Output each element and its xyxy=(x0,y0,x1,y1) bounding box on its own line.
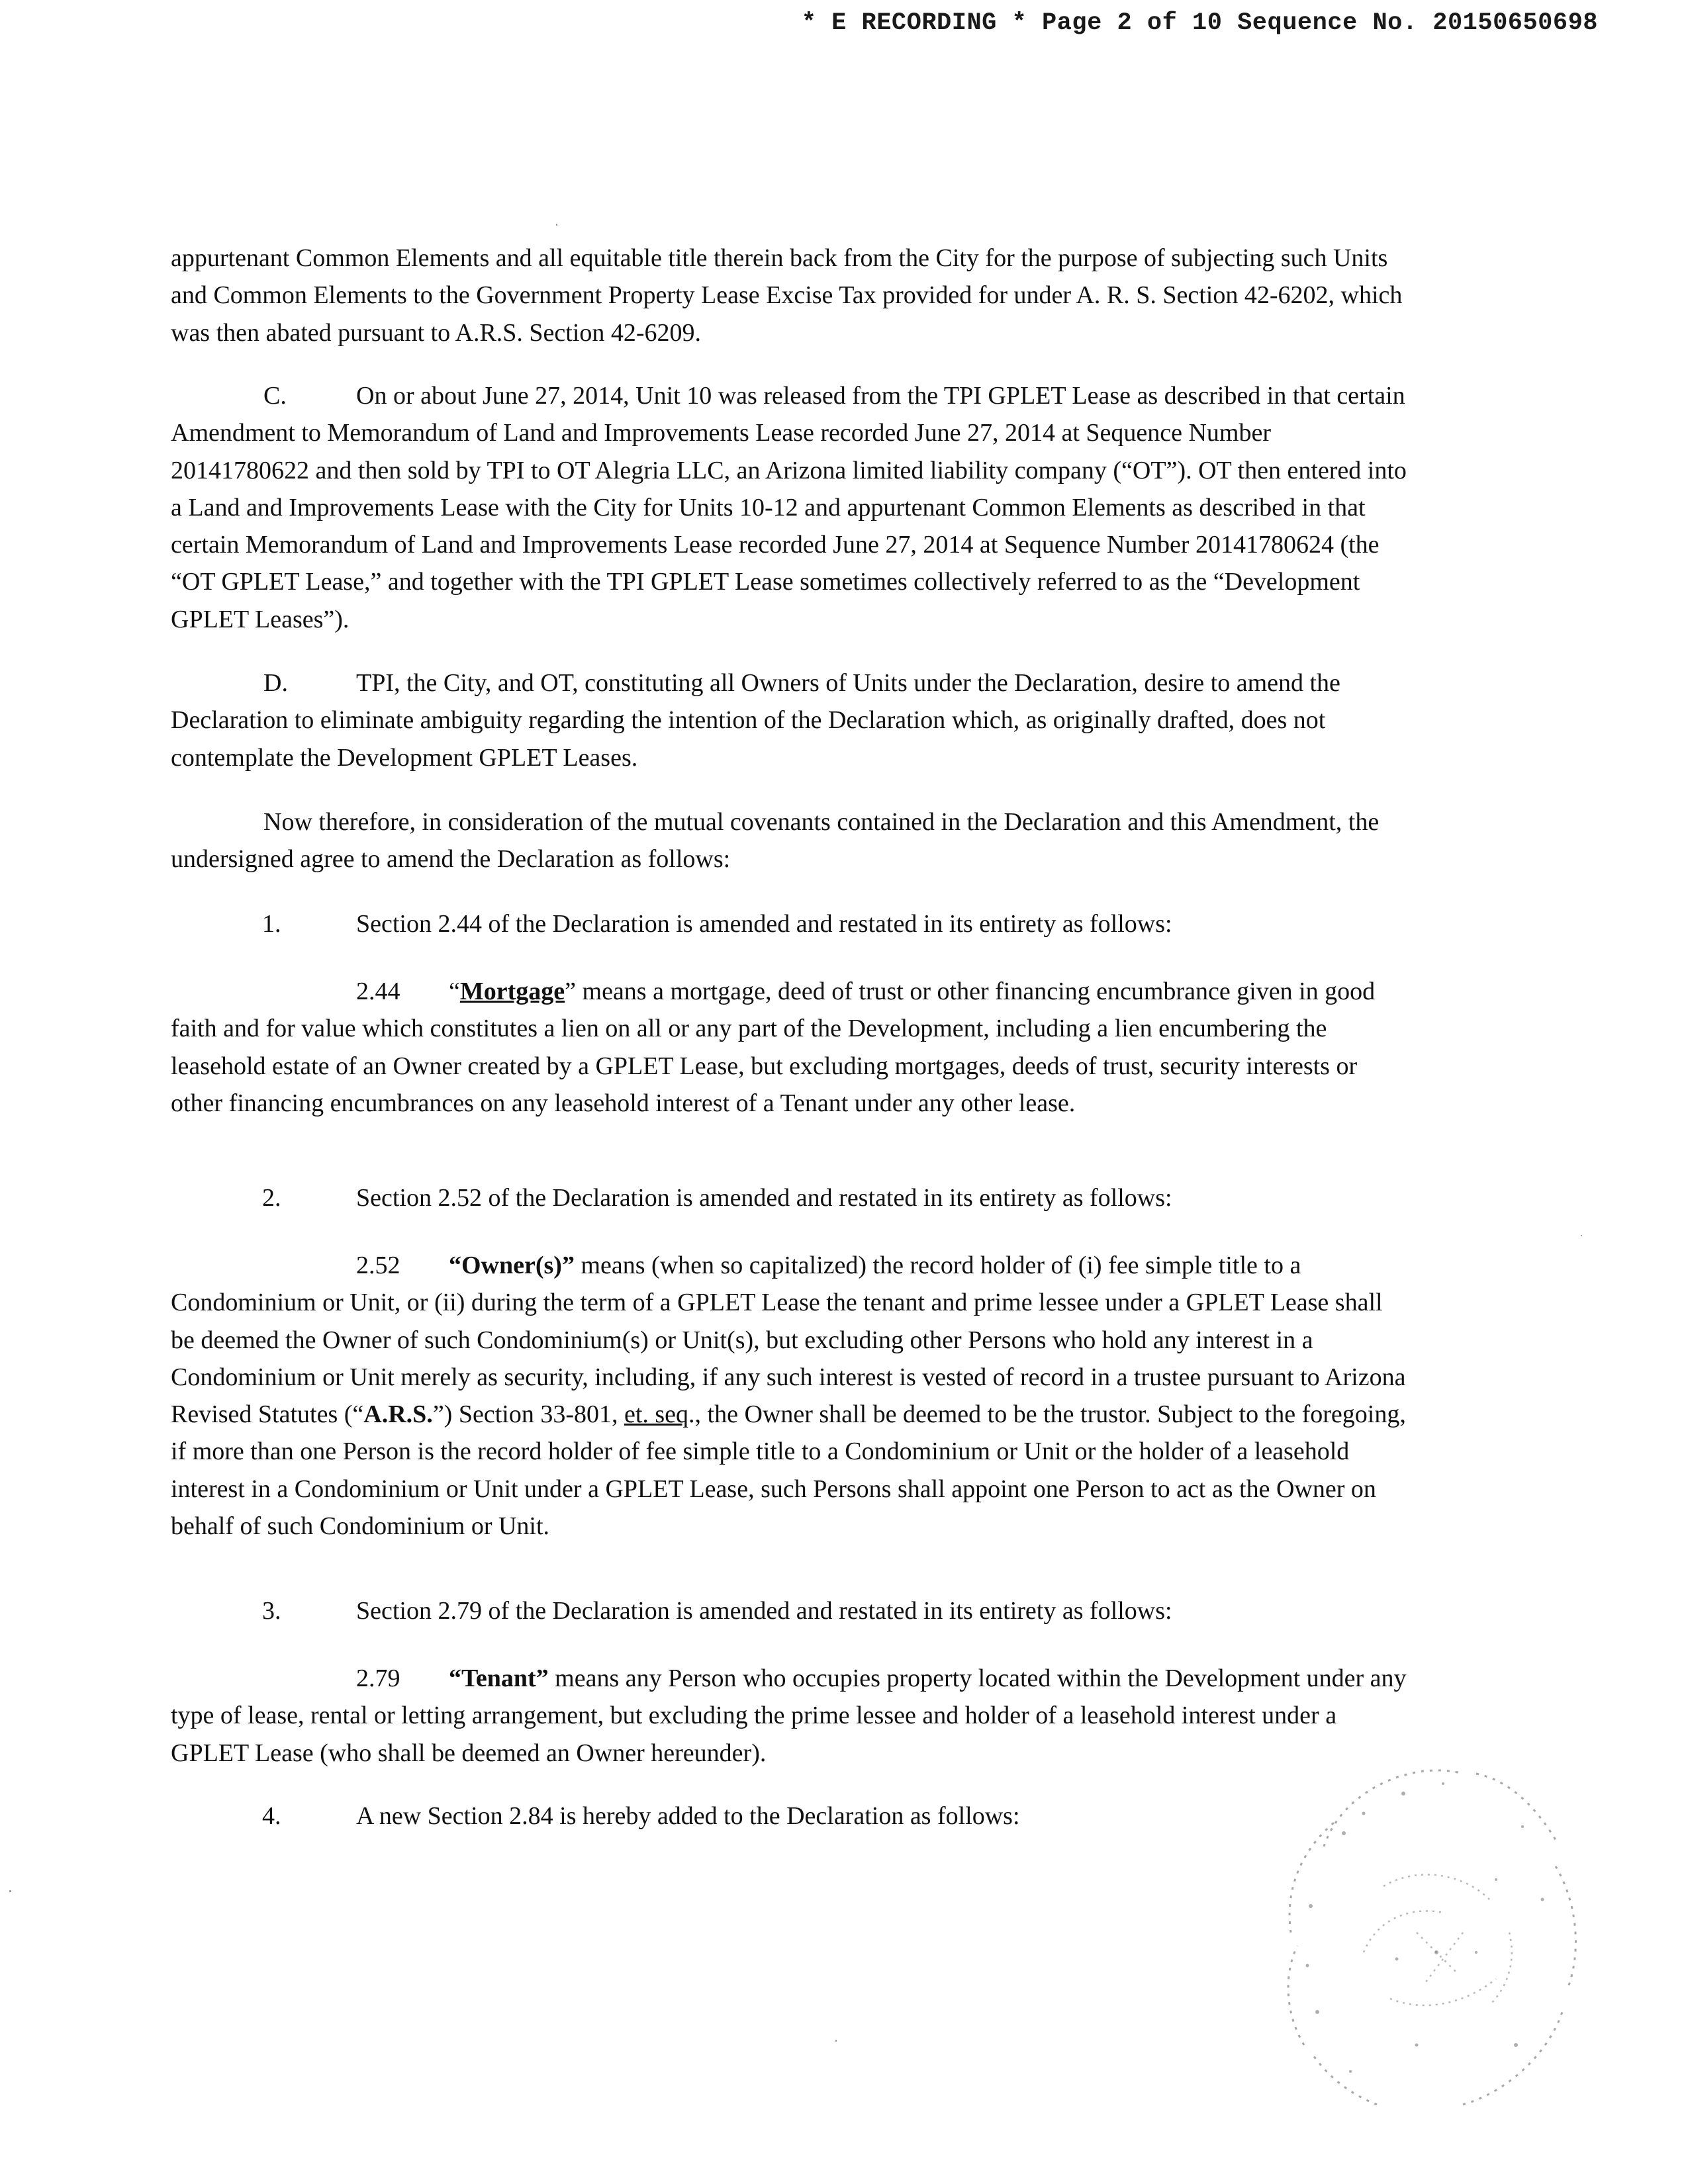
section-2-79-paragraph xyxy=(171,1660,1409,1772)
item-1-text: Section 2.44 of the Declaration is amended and restated in its entirety as follows: xyxy=(356,910,1172,938)
item-4-text: A new Section 2.84 is hereby added to the Declaration as follows: xyxy=(356,1802,1020,1830)
section-2-52-text-b: ”) Section 33-801, xyxy=(432,1400,624,1429)
recital-d-text: TPI, the City, and OT, constituting all Owners of Units under the Declaration, desire to amend the Declaration to eliminate ambiguity regarding the intention of the Declaration which, as originally drafted, does not contemplate the Development GPLET Leases. xyxy=(171,669,1340,772)
section-2-52-ars: A.R.S. xyxy=(363,1400,433,1429)
section-2-79-text: means any Person who occupies property located within the Development under any type of lease, rental or letting arrangement, but excluding the prime lessee and holder of a leasehold interest under a GPLET Lease (who shall be deemed an Owner hereunder). xyxy=(171,1664,1407,1767)
section-2-79-term: “Tenant” xyxy=(449,1664,549,1692)
scan-speck xyxy=(1581,1235,1582,1236)
recital-c-text: On or about June 27, 2014, Unit 10 was released from the TPI GPLET Lease as described in that certain Amendment to Memorandum of Land and Improvements Lease recorded June 27, 2014 at Sequence Number 20141780622 and then sold by TPI to OT Alegria LLC, an Arizona limited liability company (“OT”). OT then entered into a Land and Improvements Lease with the City for Units 10-12 and appurtenant Common Elements as described in that certain Memorandum of Land and Improvements Lease recorded June 27, 2014 at Sequence Number 20141780624 (the “OT GPLET Lease,” and together with the TPI GPLET Lease sometimes collectively referred to as the “Development GPLET Leases”). xyxy=(171,382,1407,633)
section-2-44-term: Mortgage xyxy=(459,978,565,1005)
recital-c-label: C. xyxy=(263,382,287,410)
recital-c-paragraph xyxy=(171,377,1409,638)
now-therefore-paragraph: Now therefore, in consideration of the mutual covenants contained in the Declaration and this Amendment, the undersigned agree to amend the Declaration as follows: xyxy=(171,808,1380,874)
item-3-number: 3. xyxy=(262,1597,281,1625)
section-2-52-term: “Owner(s)” xyxy=(449,1251,575,1279)
recital-d-label: D. xyxy=(263,669,288,697)
item-4-number: 4. xyxy=(262,1802,281,1830)
item-2-text: Section 2.52 of the Declaration is amended and restated in its entirety as follows: xyxy=(356,1184,1172,1212)
scan-speck xyxy=(556,224,557,226)
section-2-52-number: 2.52 xyxy=(356,1251,400,1279)
section-2-52-paragraph xyxy=(171,1247,1409,1545)
section-2-52-text-a: means (when so capitalized) the record holder of (i) fee simple title to a Condominium or Unit, or (ii) during the term of a GPLET Lease the tenant and prime lessee under a GPLET Lease shall be deemed the Owner of such Condominium(s) or Unit(s), but excluding other Persons who hold any interest in a Condominium or Unit merely as security, including, if any such interest is vested of record in a trustee pursuant to Arizona Revised Statutes (“ xyxy=(171,1251,1406,1429)
section-2-79-number: 2.79 xyxy=(356,1664,400,1692)
section-2-44-open-quote: “ xyxy=(449,978,460,1005)
section-2-44-paragraph xyxy=(171,973,1409,1122)
section-2-44-text: means a mortgage, deed of trust or other financing encumbrance given in good faith and for value which constitutes a lien on all or any part of the Development, including a lien encumbering the leasehold estate of an Owner created by a GPLET Lease, but excluding mortgages, deeds of trust, security interests or other financing encumbrances on any leasehold interest of a Tenant under any other lease. xyxy=(171,978,1376,1117)
intro-continued-paragraph: appurtenant Common Elements and all equitable title therein back from the City for the purpose of subjecting such Units and Common Elements to the Government Property Lease Excise Tax provided for under A. R. S. Section 42-6202, which was then abated pursuant to A.R.S. Section 42-6209. xyxy=(171,244,1403,347)
section-2-44-close-quote: ” xyxy=(565,978,577,1005)
scan-speck xyxy=(9,1890,11,1892)
notary-seal-emboss xyxy=(1244,1734,1602,2118)
section-2-52-et-seq: et. seq xyxy=(624,1400,689,1429)
item-3-text: Section 2.79 of the Declaration is amended and restated in its entirety as follows: xyxy=(356,1597,1172,1625)
section-2-44-number: 2.44 xyxy=(356,978,400,1005)
recording-header: * E RECORDING * Page 2 of 10 Sequence No. 20150650698 xyxy=(801,9,1598,37)
recital-d-paragraph xyxy=(171,664,1409,776)
item-1-number: 1. xyxy=(262,910,281,938)
section-2-52-text-c: ., the Owner shall be deemed to be the trustor. Subject to the foregoing, if more than one Person is the record holder of fee simple title to a Condominium or Unit or the holder of a leasehold interest in a Condominium or Unit under a GPLET Lease, such Persons shall appoint one Person to act as the Owner on behalf of such Condominium or Unit. xyxy=(171,1400,1406,1541)
scan-speck xyxy=(835,2040,837,2042)
item-2-number: 2. xyxy=(262,1184,281,1212)
